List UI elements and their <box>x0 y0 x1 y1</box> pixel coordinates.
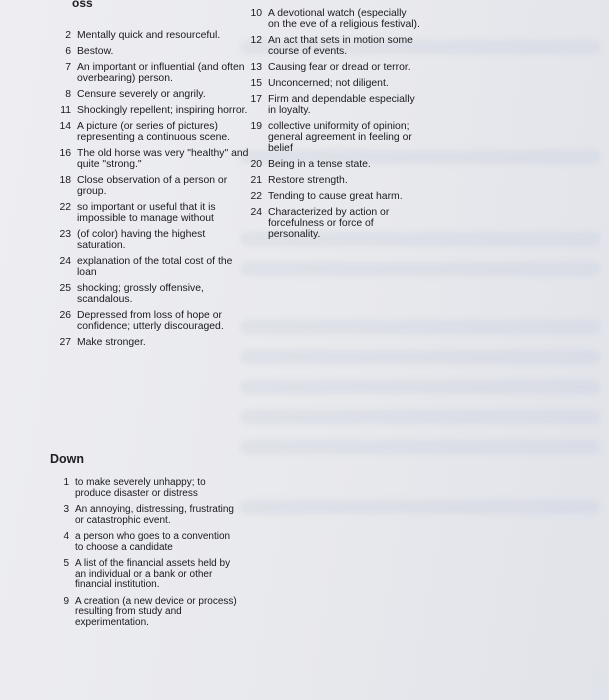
clue-across-14 <box>52 121 252 143</box>
clue-text: Being in a tense state. <box>268 159 371 170</box>
clue-text: so important or useful that it is impossible to manage without <box>77 202 216 224</box>
clue-number: 13 <box>250 62 262 73</box>
clue-number: 9 <box>63 595 69 607</box>
clue-text: An annoying, distressing, frustrating or catastrophic event. <box>75 504 234 526</box>
clue-text: Mentally quick and resourceful. <box>77 30 221 41</box>
clue-text: Shockingly repellent; inspiring horror. <box>77 105 248 116</box>
clue-number: 1 <box>63 477 69 488</box>
bleed-through <box>240 440 600 454</box>
bleed-through <box>240 380 600 394</box>
clue-across-27 <box>52 337 252 348</box>
clue-text: Restore strength. <box>268 175 348 186</box>
clue-across-19 <box>246 121 421 154</box>
clue-number: 17 <box>250 94 262 105</box>
clue-across-23 <box>52 229 252 251</box>
clue-across-13 <box>246 62 421 73</box>
clue-across-8 <box>52 89 252 100</box>
clue-number: 22 <box>250 191 262 202</box>
clue-text: Firm and dependable especially in loyalty. <box>268 94 415 116</box>
clue-across-18 <box>52 175 252 197</box>
clue-across-22 <box>52 202 252 224</box>
clue-number: 20 <box>250 159 262 170</box>
clue-number: 24 <box>250 207 262 218</box>
clue-text: shocking; grossly offensive, scandalous. <box>77 283 204 305</box>
clue-number: 18 <box>59 175 71 186</box>
clue-text: Causing fear or dread or terror. <box>268 62 411 73</box>
clue-text: Make stronger. <box>77 337 146 348</box>
clue-across-16 <box>52 148 252 170</box>
down-clues <box>50 452 240 634</box>
clue-number: 5 <box>63 558 69 569</box>
clue-text: Depressed from loss of hope or confidence; utterly discouraged. <box>77 310 224 332</box>
clue-text: A picture (or series of pictures) representing a continuous scene. <box>77 121 231 143</box>
clue-text: explanation of the total cost of the loan <box>77 256 233 278</box>
clue-number: 22 <box>59 202 71 213</box>
clue-number: 7 <box>65 62 71 73</box>
clue-across-26 <box>52 310 252 332</box>
clue-number: 10 <box>250 8 262 19</box>
clue-number: 27 <box>59 337 71 348</box>
clue-number: 2 <box>65 30 71 41</box>
clue-number: 19 <box>250 121 262 132</box>
across-clues-right <box>246 8 421 245</box>
clue-across-12 <box>246 35 421 57</box>
clue-down-4 <box>50 532 240 553</box>
clue-across-11 <box>52 105 252 116</box>
clue-text: Close observation of a person or group. <box>77 175 228 197</box>
clue-text: to make severely unhappy; to produce disaster or distress <box>75 477 206 499</box>
clue-number: 24 <box>59 256 71 267</box>
clue-number: 12 <box>250 35 262 46</box>
clue-across-24 <box>52 256 252 278</box>
clue-number: 3 <box>63 504 69 515</box>
clue-text: Characterized by action or forcefulness or force of personality. <box>268 207 390 240</box>
clue-down-1 <box>50 478 240 499</box>
clue-number: 25 <box>59 283 71 294</box>
clue-down-3 <box>50 505 240 526</box>
clue-number: 14 <box>59 121 71 132</box>
clue-text: collective uniformity of opinion; general agreement in feeling or belief <box>268 121 412 154</box>
bleed-through <box>240 262 600 276</box>
clue-number: 11 <box>60 105 71 116</box>
down-heading: Down <box>50 452 85 466</box>
clue-text: Bestow. <box>77 46 114 57</box>
clue-across-6 <box>52 46 252 57</box>
bleed-through <box>240 410 600 424</box>
clue-across-15 <box>246 78 421 89</box>
clue-down-5 <box>50 559 240 591</box>
across-clues-left <box>52 0 252 353</box>
clue-number: 16 <box>59 148 71 159</box>
clue-text: A devotional watch (especially on the eve of a religious festival). <box>268 8 420 30</box>
clue-across-21 <box>246 175 421 186</box>
clue-text: An important or influential (and often overbearing) person. <box>77 62 245 84</box>
bleed-through <box>240 350 600 364</box>
clue-text: An act that sets in motion some course of events. <box>268 35 413 57</box>
bleed-through <box>240 320 600 334</box>
clue-number: 26 <box>59 310 71 321</box>
clue-down-9 <box>50 597 240 629</box>
clue-text: (of color) having the highest saturation. <box>77 229 206 251</box>
clue-across-17 <box>246 94 421 116</box>
clue-number: 21 <box>250 175 262 186</box>
clue-across-24b <box>246 207 421 240</box>
clue-text: A creation (a new device or process) resulting from study and experimentation. <box>75 595 237 628</box>
clue-across-2 <box>52 30 252 41</box>
clue-number: 23 <box>59 229 71 240</box>
clue-text: Unconcerned; not diligent. <box>268 78 389 89</box>
clue-text: A list of the financial assets held by an individual or a bank or other financial institution. <box>75 558 231 590</box>
clue-text: Censure severely or angrily. <box>77 89 206 100</box>
clue-across-7 <box>52 62 252 84</box>
across-heading: oss <box>72 0 93 10</box>
clue-across-25 <box>52 283 252 305</box>
bleed-through <box>240 500 600 514</box>
clue-number: 8 <box>65 89 71 100</box>
clue-across-10 <box>246 8 421 30</box>
clue-number: 15 <box>250 78 262 89</box>
clue-number: 4 <box>63 531 69 542</box>
clue-text: a person who goes to a convention to choose a candidate <box>75 531 231 553</box>
clue-text: The old horse was very "healthy" and quite "strong." <box>77 148 249 170</box>
clue-number: 6 <box>65 46 71 57</box>
clue-text: Tending to cause great harm. <box>268 191 403 202</box>
clue-across-20 <box>246 159 421 170</box>
clue-across-22b <box>246 191 421 202</box>
